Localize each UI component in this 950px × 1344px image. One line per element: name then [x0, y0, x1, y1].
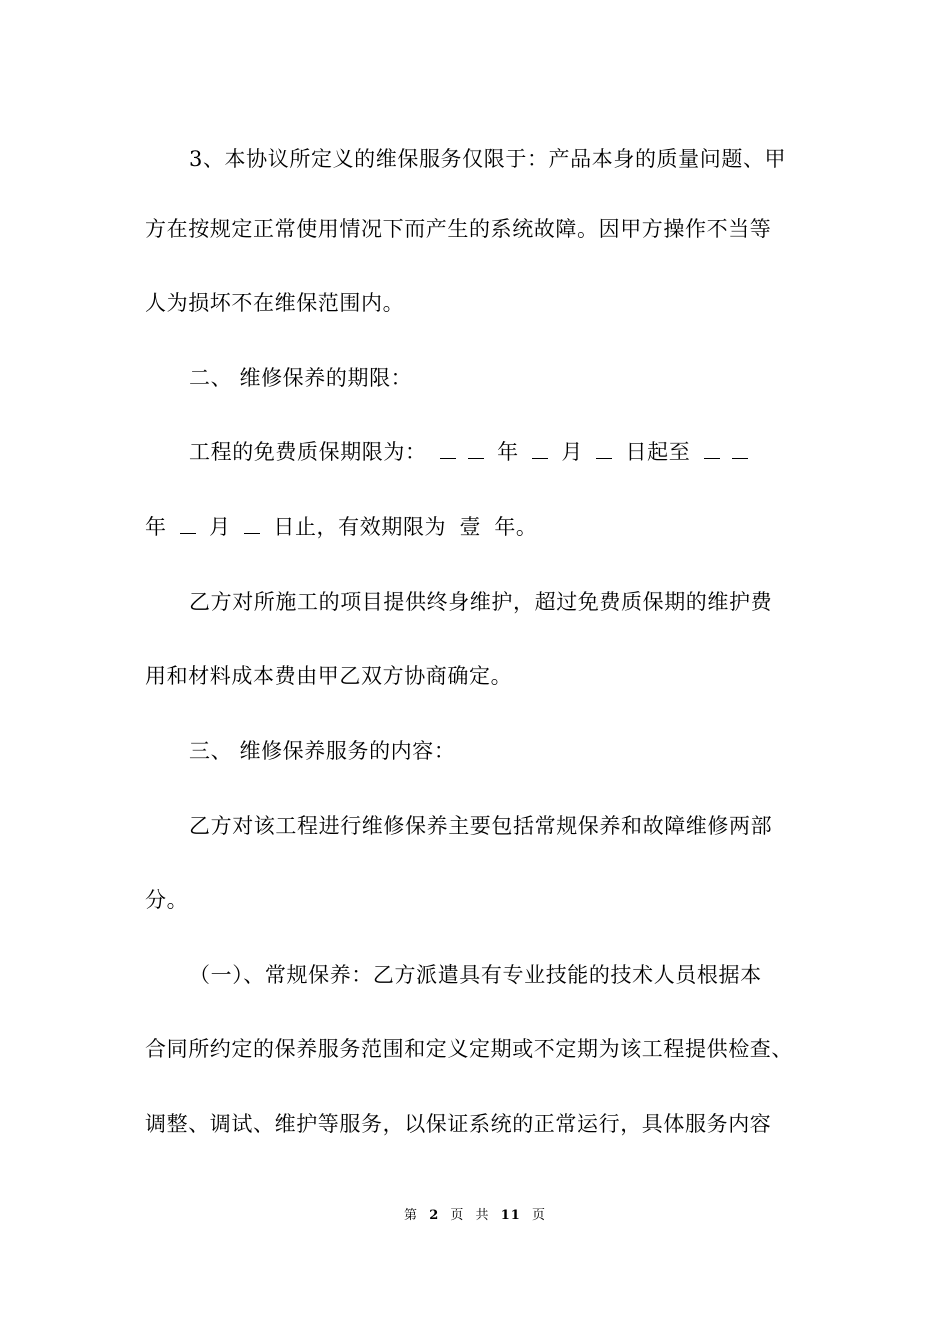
paragraph-line: 调整、调试、维护等服务，以保证系统的正常运行，具体服务内容 [145, 1112, 772, 1136]
footer-total-label: 共 [475, 1208, 490, 1223]
paragraph-line: 乙方对该工程进行维修保养主要包括常规保养和故障维修两部 [189, 814, 773, 838]
paragraph-line: 分。 [145, 888, 189, 912]
blank-field [732, 440, 748, 459]
section-heading: 二、 维修保养的期限： [189, 366, 413, 390]
period-value: 壹 [459, 515, 482, 539]
footer-suffix: 页 [531, 1208, 546, 1223]
paragraph-line: 人为损坏不在维保范围内。 [145, 291, 405, 315]
paragraph-line: 乙方对所施工的项目提供终身维护，超过免费质保期的维护费 [189, 590, 773, 614]
blank-field [468, 440, 484, 459]
blank-field [244, 515, 260, 534]
paragraph-line: 方在按规定正常使用情况下而产生的系统故障。因甲方操作不当等 [145, 217, 772, 241]
period-unit: 年。 [494, 515, 538, 539]
paragraph-line: 用和材料成本费由甲乙双方协商确定。 [145, 664, 513, 688]
footer-page-label: 页 [450, 1208, 465, 1223]
paragraph-line: 合同所约定的保养服务范围和定义定期或不定期为该工程提供检查、 [145, 1037, 793, 1061]
warranty-period-line-1 [189, 437, 859, 467]
blank-field [532, 440, 548, 459]
month-label: 月 [209, 515, 231, 539]
year-label: 年 [497, 440, 519, 464]
section-heading: 三、 维修保养服务的内容： [189, 739, 456, 763]
blank-field [596, 440, 612, 459]
warranty-prefix: 工程的免费质保期限为： [189, 440, 427, 464]
footer-prefix: 第 [404, 1208, 419, 1223]
total-page-number: 11 [500, 1208, 521, 1223]
year-label: 年 [145, 515, 167, 539]
paragraph-line: （一）、常规保养：乙方派遣具有专业技能的技术人员根据本 [189, 963, 762, 987]
warranty-period-line-2 [145, 512, 815, 542]
page-footer [0, 1206, 950, 1226]
current-page-number: 2 [429, 1208, 440, 1223]
day-to-label: 日止，有效期限为 [273, 515, 447, 539]
month-label: 月 [561, 440, 583, 464]
blank-field [704, 440, 720, 459]
blank-field [440, 440, 456, 459]
day-from-label: 日起至 [625, 440, 691, 464]
paragraph-line: 3、本协议所定义的维保服务仅限于：产品本身的质量问题、甲 [189, 147, 787, 171]
blank-field [180, 515, 196, 534]
